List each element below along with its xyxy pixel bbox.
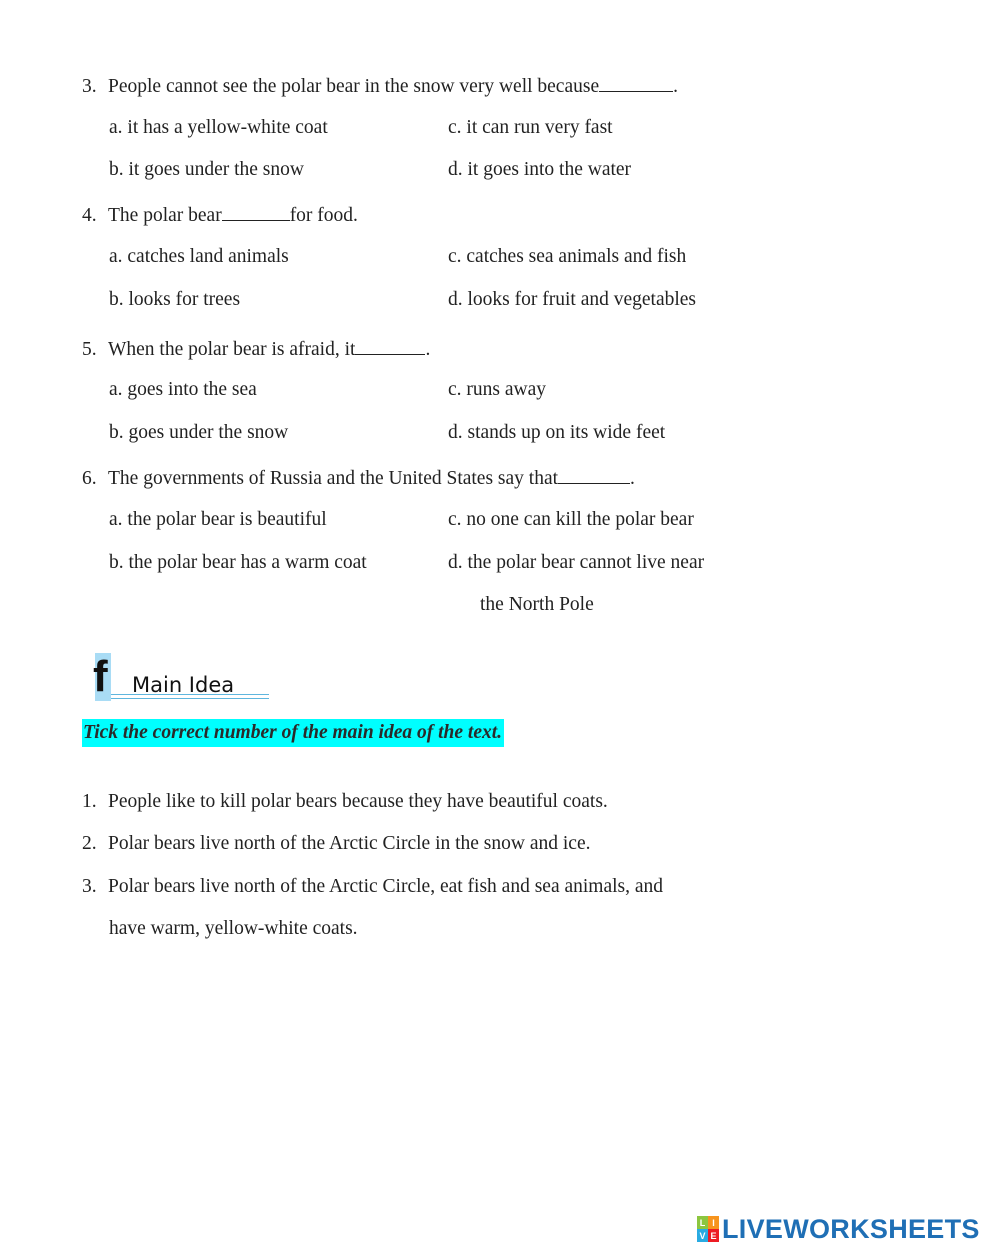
question-5-option-c: c. runs away — [448, 379, 547, 400]
logo-text: LIVEWORKSHEETS — [722, 1214, 980, 1244]
question-6-option-b: b. the polar bear has a warm coat — [109, 552, 367, 573]
main-idea-option-3-continued: have warm, yellow-white coats. — [109, 918, 358, 939]
question-5-option-a: a. goes into the sea — [109, 379, 257, 400]
answer-blank — [355, 337, 425, 355]
question-3-option-c: c. it can run very fast — [448, 117, 613, 138]
question-text-end: . — [673, 76, 678, 97]
question-3-option-b: b. it goes under the snow — [109, 159, 304, 180]
liveworksheets-logo[interactable] — [697, 1213, 980, 1245]
section-title: Main Idea — [132, 673, 235, 697]
question-number: 4. — [82, 205, 97, 226]
logo-letter: I — [708, 1216, 719, 1229]
question-3-stem — [82, 74, 678, 99]
question-6-option-a: a. the polar bear is beautiful — [109, 509, 327, 530]
question-4-option-a: a. catches land animals — [109, 246, 289, 267]
question-text: The polar bear — [108, 205, 222, 226]
main-idea-option-3[interactable] — [82, 875, 663, 899]
question-text: The governments of Russia and the United States say that — [108, 468, 559, 489]
question-number: 6. — [82, 468, 97, 489]
question-4-option-c: c. catches sea animals and fish — [448, 246, 687, 267]
question-3-option-a: a. it has a yellow-white coat — [109, 117, 328, 138]
question-text-end: . — [425, 339, 431, 360]
option-text: Polar bears live north of the Arctic Circle, eat fish and sea animals, and — [108, 876, 664, 897]
section-title-underline — [111, 694, 269, 695]
question-6-option-d: d. the polar bear cannot live near — [448, 552, 705, 573]
question-text: People cannot see the polar bear in the snow very well because — [108, 76, 600, 97]
section-title-underline-2 — [111, 698, 269, 699]
question-4-option-d: d. looks for fruit and vegetables — [448, 289, 697, 310]
section-instruction: Tick the correct number of the main idea of the text. — [82, 719, 504, 747]
option-text: Polar bears live north of the Arctic Circle in the snow and ice. — [108, 833, 591, 854]
logo-mark-icon — [697, 1216, 719, 1242]
question-4-stem — [82, 203, 358, 228]
option-number: 2. — [82, 833, 97, 854]
question-5-stem — [82, 337, 430, 362]
main-idea-option-1[interactable] — [82, 790, 608, 814]
logo-letter: L — [697, 1216, 708, 1229]
logo-letter: E — [708, 1229, 719, 1242]
option-number: 3. — [82, 876, 97, 897]
answer-blank — [558, 466, 630, 484]
question-6-stem — [82, 466, 635, 491]
question-5-option-b: b. goes under the snow — [109, 422, 289, 443]
question-text-end: . — [630, 468, 635, 489]
question-number: 3. — [82, 76, 97, 97]
question-6-option-d-continued: the North Pole — [480, 594, 594, 615]
section-letter: f — [93, 652, 108, 701]
option-number: 1. — [82, 791, 97, 812]
main-idea-option-2[interactable] — [82, 832, 590, 856]
answer-blank — [222, 203, 290, 221]
answer-blank — [599, 74, 673, 92]
question-text: When the polar bear is afraid, it — [108, 339, 356, 360]
question-number: 5. — [82, 339, 97, 360]
question-6-option-c: c. no one can kill the polar bear — [448, 509, 694, 530]
question-text-end: for food. — [289, 205, 358, 226]
question-4-option-b: b. looks for trees — [109, 289, 241, 310]
logo-letter: V — [697, 1229, 708, 1242]
question-5-option-d: d. stands up on its wide feet — [448, 422, 666, 443]
option-text: People like to kill polar bears because they have beautiful coats. — [108, 791, 608, 812]
question-3-option-d: d. it goes into the water — [448, 159, 632, 180]
